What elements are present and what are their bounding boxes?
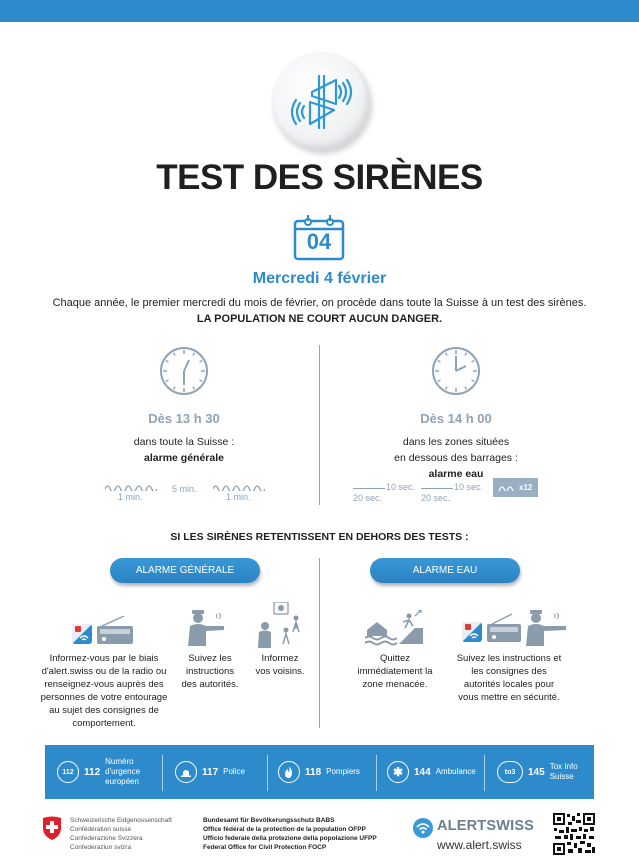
emergency-item-145[interactable] [497,745,586,799]
water-alarm-label: alarme eau [428,468,484,480]
office-en: Federal Office for Civil Protection FOCP [203,844,327,851]
flood-escape-icon [365,610,423,646]
signal-on: 20 sec. [353,493,383,503]
action-inform-neighbours: Informez vos voisins. [255,653,305,677]
tox-icon: to3 [497,761,523,783]
confederation-fr: Confédération suisse [70,826,132,833]
emergency-label: Ambulance [435,767,476,776]
general-alarm-schedule [64,345,304,466]
page-title: TEST DES SIRÈNES [156,158,483,197]
water-area-line2: en dessous des barrages : [394,452,518,464]
emergency-number: 118 [305,766,322,778]
emergency-numbers-bar [45,745,594,799]
alertswiss-url[interactable]: www.alert.swiss [437,838,522,852]
action-follow-local-instructions: Suivez les instructions et les consignes des autorités locales pour vous mettre en sécurité. [456,653,562,703]
water-alarm-button[interactable]: ALARME EAU [370,558,520,583]
emergency-item-112[interactable] [57,745,155,799]
wave-signal-icon [105,483,157,491]
water-alarm-area [336,434,576,466]
star-of-life-icon: ✱ [387,761,409,783]
test-date: Mercredi 4 février [252,270,387,287]
siren-badge [272,52,370,150]
no-danger-notice: LA POPULATION NE COURT AUCUN DANGER. [196,313,443,325]
repeat-count: x12 [519,483,533,492]
column-divider [319,558,320,728]
water-alarm-time: Dès 14 h 00 [420,411,492,426]
repeat-badge [493,478,538,497]
calendar-icon [293,215,345,261]
office-fr: Office fédéral de la protection de la population OFPP [203,826,366,833]
swiss-shield-icon [42,816,62,840]
confederation-names [70,816,172,852]
signal-line [421,488,453,489]
office-de: Bundesamt für Bevölkerungsschutz BABS [203,817,335,824]
qr-code-icon[interactable] [552,812,596,856]
alertswiss-brand: ALERTSWISS [437,818,535,834]
app-radio-icon [72,616,136,646]
emergency-number: 112 [84,766,101,778]
emergency-number: 117 [202,766,219,778]
eu-stars-icon: 112 [57,761,79,783]
action-follow-instructions: Suivez les instructions des autorités. [181,653,239,690]
emergency-number: 144 [414,766,431,778]
wave-signal-icon [213,483,265,491]
separator [267,755,268,791]
siren-icon [286,66,356,136]
emergency-label: Police [223,767,245,776]
inform-neighbours-icon [258,602,302,648]
police-officer-icon [186,608,230,648]
confederation-de: Schweizerische Eidgenossenschaft [70,817,172,824]
flame-icon [278,761,300,783]
signal-duration: 1 min. [226,492,251,502]
intro-text: Chaque année, le premier mercredi du mois de février, on procède dans toute la Suisse à un test des sirènes. [52,297,587,309]
clock-icon [430,345,482,397]
office-names [203,816,377,852]
emergency-item-117[interactable] [175,745,245,799]
separator [162,755,163,791]
emergency-item-118[interactable] [278,745,360,799]
signal-on: 20 sec. [421,493,451,503]
app-radio-police-icon [462,608,570,648]
emergency-label: Pompiers [326,767,360,776]
general-alarm-time: Dès 13 h 30 [148,411,220,426]
water-area-line1: dans les zones situées [402,436,510,448]
emergency-label: Tox Info Suisse [549,762,578,781]
clock-icon [158,345,210,397]
swiss-confederation-logo [42,816,172,851]
column-divider [319,345,320,505]
water-alarm-schedule [336,345,576,482]
general-alarm-button[interactable]: ALARME GÉNÉRALE [110,558,260,583]
siren-light-icon [175,761,197,783]
confederation-rm: Confederaziun svizra [70,844,132,851]
emergency-label: Numéro d'urgence européen [105,757,141,786]
top-banner [0,0,639,22]
emergency-number: 145 [528,766,545,778]
general-alarm-area: dans toute la Suisse : [133,436,235,448]
signal-line [353,488,385,489]
action-leave-zone: Quittez immédiatement la zone menacée. [357,653,433,690]
repeat-wave-icon [497,481,515,493]
confederation-it: Confederazione Svizzera [70,835,143,842]
emergency-item-144[interactable] [387,745,476,799]
separator [484,755,485,791]
signal-off: 10 sec. [454,482,484,492]
separator [376,755,377,791]
calendar-day: 04 [306,229,332,254]
office-it: Ufficio federale della protezione della popolazione UFPP [203,835,377,842]
action-inform-yourself: Informez-vous par le biais d'alert.swiss ou de la radio ou renseignez-vous auprès des personnes de votre entourage au sujet des consignes de comportement. [40,653,168,729]
signal-duration: 1 min. [118,492,143,502]
signal-off: 10 sec. [386,482,416,492]
wifi-logo-icon [413,818,433,838]
general-alarm-label: alarme générale [144,452,224,464]
signal-pause: 5 min. [172,484,197,494]
outside-tests-title: SI LES SIRÈNES RETENTISSENT EN DEHORS DES TESTS : [170,531,469,543]
